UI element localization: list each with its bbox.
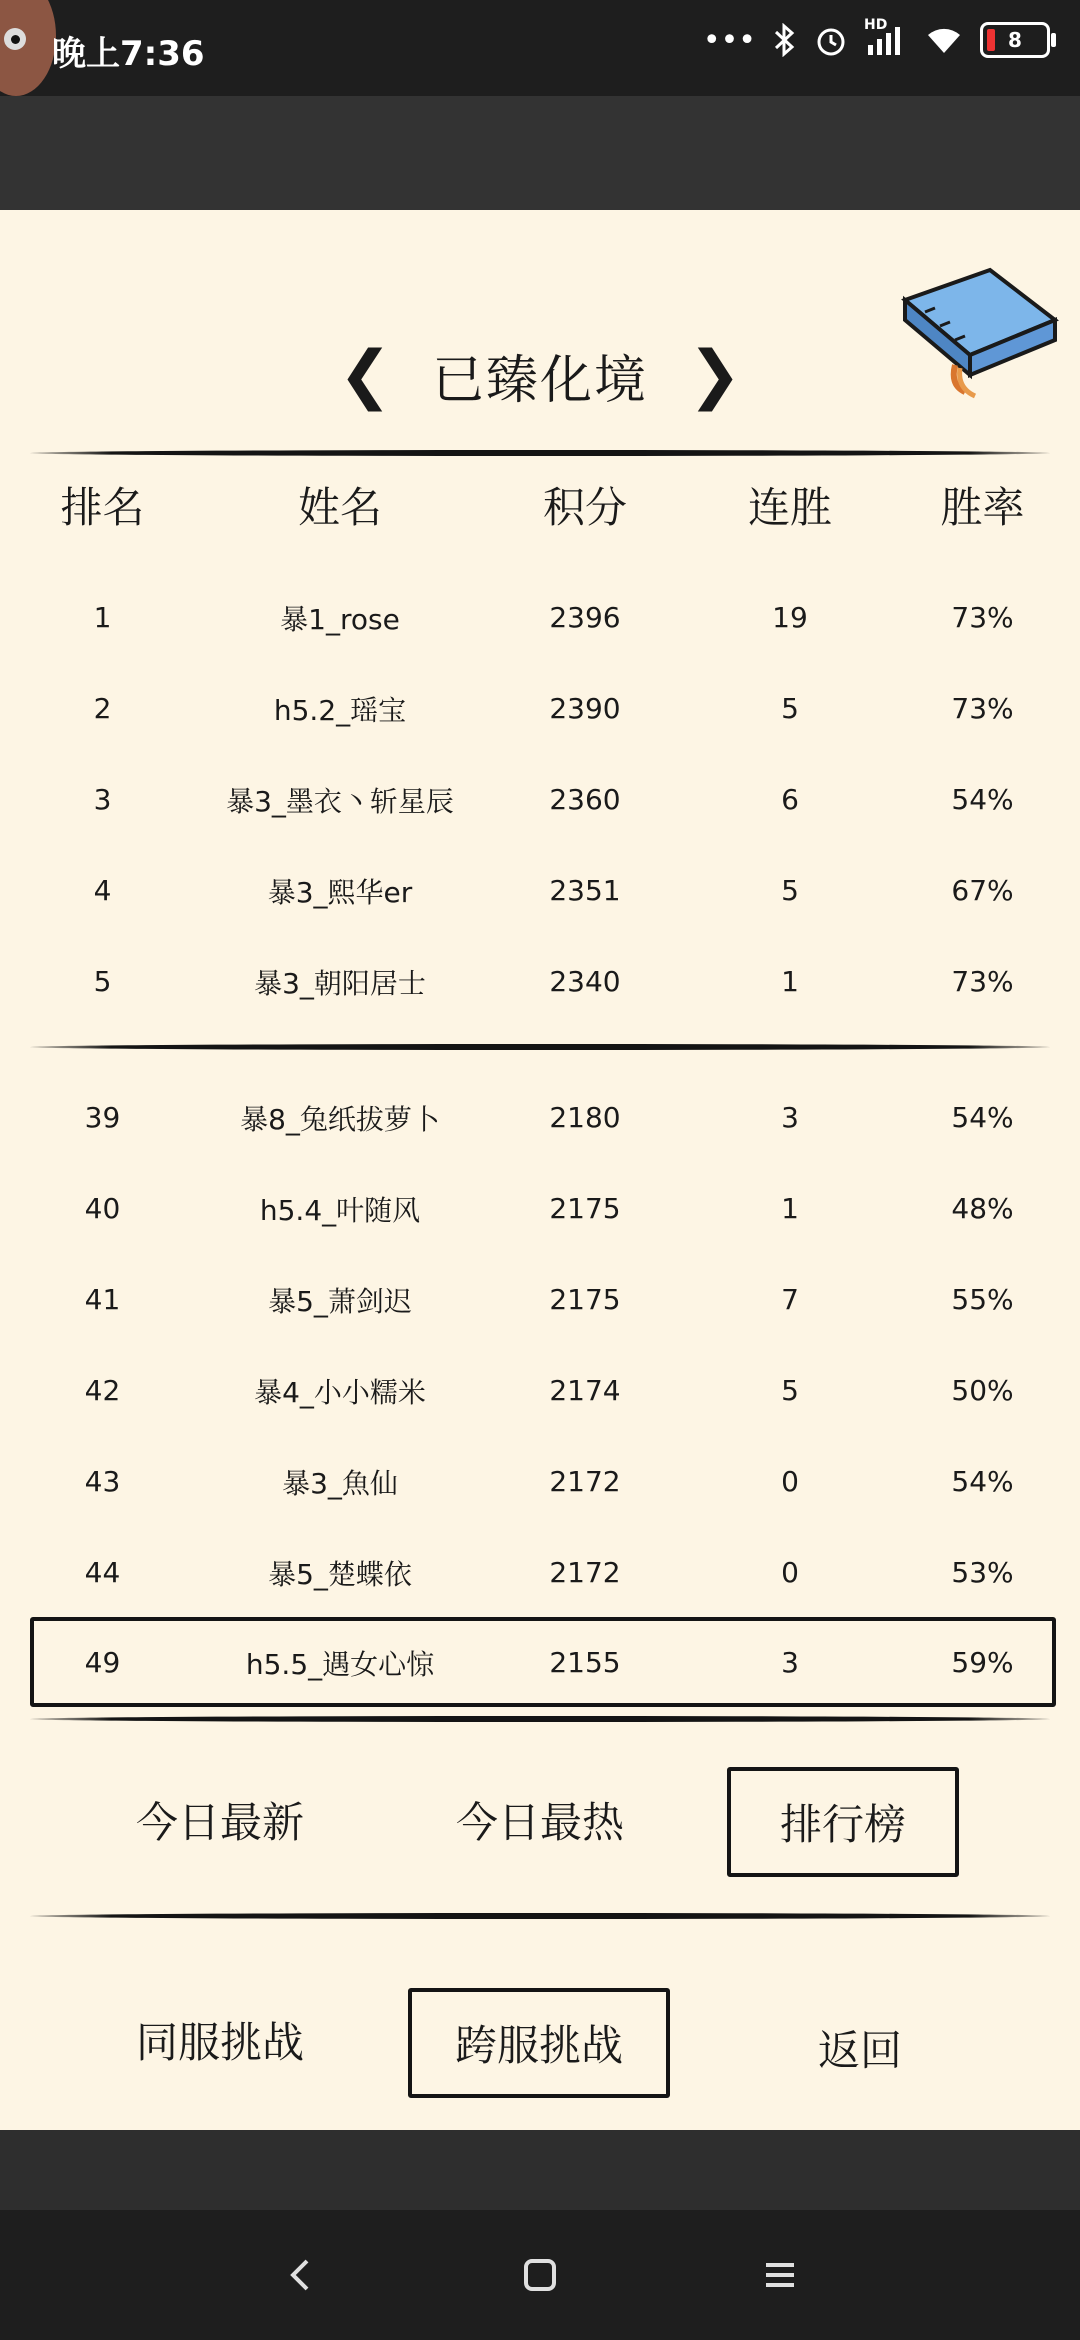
streak-cell: 19	[772, 601, 808, 634]
prev-arrow-icon[interactable]: ❮	[338, 338, 392, 412]
next-arrow-icon[interactable]: ❯	[688, 338, 742, 412]
name-cell: 暴5_萧剑迟	[268, 1284, 412, 1318]
name-cell: 暴5_楚蝶依	[268, 1557, 412, 1591]
streak-cell: 6	[781, 783, 799, 816]
score-cell: 2175	[549, 1192, 621, 1225]
winrate-cell: 73%	[951, 692, 1014, 725]
streak-cell: 5	[781, 874, 799, 907]
more-dots-icon: •••	[702, 22, 756, 58]
streak-cell: 3	[781, 1646, 799, 1679]
system-nav-bar	[0, 2210, 1080, 2340]
name-cell: 暴3_魚仙	[282, 1466, 398, 1500]
name-cell: h5.5_遇女心惊	[245, 1647, 435, 1681]
winrate-cell: 53%	[951, 1556, 1014, 1589]
cross-server-challenge-button[interactable]: 跨服挑战	[408, 1988, 670, 2098]
streak-cell: 7	[781, 1283, 799, 1316]
name-cell: 暴3_朝阳居士	[254, 966, 426, 1000]
status-time: 晚上7:36	[52, 34, 205, 74]
same-server-challenge-button[interactable]: 同服挑战	[135, 2018, 304, 2067]
name-cell: 暴1_rose	[280, 602, 400, 636]
status-icons	[702, 17, 1050, 58]
rank-cell: 4	[93, 874, 112, 907]
status-bar	[0, 0, 1080, 96]
winrate-cell: 59%	[951, 1646, 1014, 1679]
table-row[interactable]	[0, 1345, 1080, 1436]
divider-bottom	[30, 1913, 1050, 1919]
winrate-cell: 54%	[951, 783, 1014, 816]
rank-cell: 3	[93, 783, 112, 816]
rank-cell: 41	[84, 1283, 121, 1316]
header-streak: 连胜	[747, 483, 832, 532]
battery-level: 8	[1008, 28, 1022, 52]
back-button[interactable]: 返回	[817, 2026, 902, 2075]
name-cell: 暴3_墨衣丶斩星辰	[226, 784, 454, 818]
nearby-ranking-list	[0, 1072, 1080, 1618]
ranking-panel	[0, 210, 1080, 2130]
table-header	[0, 475, 1080, 545]
nav-home-icon[interactable]	[510, 2245, 570, 2305]
score-cell: 2396	[549, 601, 621, 634]
streak-cell: 0	[781, 1465, 799, 1498]
wifi-icon	[924, 23, 964, 57]
name-cell: h5.4_叶随风	[259, 1193, 421, 1227]
battery-icon	[980, 22, 1050, 58]
winrate-cell: 73%	[951, 601, 1014, 634]
score-cell: 2172	[549, 1465, 621, 1498]
streak-cell: 1	[781, 1192, 799, 1225]
tab-today-hottest[interactable]: 今日最热	[455, 1798, 624, 1847]
name-cell: 暴4_小小糯米	[254, 1375, 426, 1409]
rank-cell: 43	[84, 1465, 121, 1498]
rank-cell: 5	[93, 965, 112, 998]
table-row[interactable]	[0, 845, 1080, 936]
nav-menu-icon[interactable]	[750, 2245, 810, 2305]
name-cell: 暴8_兔纸拔萝卜	[240, 1102, 440, 1136]
winrate-cell: 67%	[951, 874, 1014, 907]
streak-cell: 5	[781, 1374, 799, 1407]
tab-ranking[interactable]: 排行榜	[727, 1767, 959, 1877]
divider-middle	[30, 1044, 1050, 1050]
divider-top	[30, 450, 1050, 456]
header-winrate: 胜率	[940, 483, 1025, 532]
rank-cell: 44	[84, 1556, 121, 1589]
table-row[interactable]	[0, 936, 1080, 1027]
name-cell: 暴3_熙华er	[267, 875, 413, 909]
signal-hd-label: HD	[864, 17, 888, 33]
divider-lower	[30, 1716, 1050, 1722]
my-rank-row-container	[0, 1617, 1080, 1708]
header-score: 积分	[542, 483, 627, 532]
tab-today-latest[interactable]: 今日最新	[135, 1798, 304, 1847]
table-row[interactable]	[0, 1072, 1080, 1163]
score-cell: 2390	[549, 692, 621, 725]
streak-cell: 3	[781, 1101, 799, 1134]
floating-avatar-icon[interactable]	[0, 0, 56, 96]
score-cell: 2340	[549, 965, 621, 998]
winrate-cell: 55%	[951, 1283, 1014, 1316]
streak-cell: 1	[781, 965, 799, 998]
table-row[interactable]	[0, 663, 1080, 754]
top-ranking-list	[0, 572, 1080, 1027]
rank-cell: 39	[84, 1101, 121, 1134]
bluetooth-icon	[772, 23, 798, 57]
rank-cell: 49	[84, 1646, 121, 1679]
table-row[interactable]	[0, 1436, 1080, 1527]
nav-back-icon[interactable]	[270, 2245, 330, 2305]
winrate-cell: 50%	[951, 1374, 1014, 1407]
header-name: 姓名	[297, 483, 382, 532]
rank-cell: 2	[93, 692, 112, 725]
app-top-band	[0, 96, 1080, 210]
rank-cell: 42	[84, 1374, 121, 1407]
winrate-cell: 54%	[951, 1465, 1014, 1498]
score-cell: 2351	[549, 874, 621, 907]
name-cell: h5.2_瑶宝	[273, 693, 407, 727]
streak-cell: 0	[781, 1556, 799, 1589]
score-cell: 2180	[549, 1101, 621, 1134]
winrate-cell: 48%	[951, 1192, 1014, 1225]
rank-cell: 1	[93, 601, 112, 634]
score-cell: 2172	[549, 1556, 621, 1589]
score-cell: 2174	[549, 1374, 621, 1407]
title-bar	[0, 325, 1080, 425]
table-row[interactable]	[0, 754, 1080, 845]
signal-icon	[864, 17, 908, 57]
winrate-cell: 54%	[951, 1101, 1014, 1134]
alarm-icon	[814, 23, 848, 57]
score-cell: 2155	[549, 1646, 621, 1679]
table-row[interactable]	[0, 572, 1080, 663]
table-row[interactable]	[0, 1527, 1080, 1618]
rank-cell: 40	[84, 1192, 121, 1225]
streak-cell: 5	[781, 692, 799, 725]
winrate-cell: 73%	[951, 965, 1014, 998]
score-cell: 2175	[549, 1283, 621, 1316]
my-rank-row[interactable]	[0, 1617, 1080, 1708]
score-cell: 2360	[549, 783, 621, 816]
page-title: 已臻化境	[431, 350, 648, 411]
table-row[interactable]	[0, 1254, 1080, 1345]
table-row[interactable]	[0, 1163, 1080, 1254]
header-rank: 排名	[60, 483, 145, 532]
